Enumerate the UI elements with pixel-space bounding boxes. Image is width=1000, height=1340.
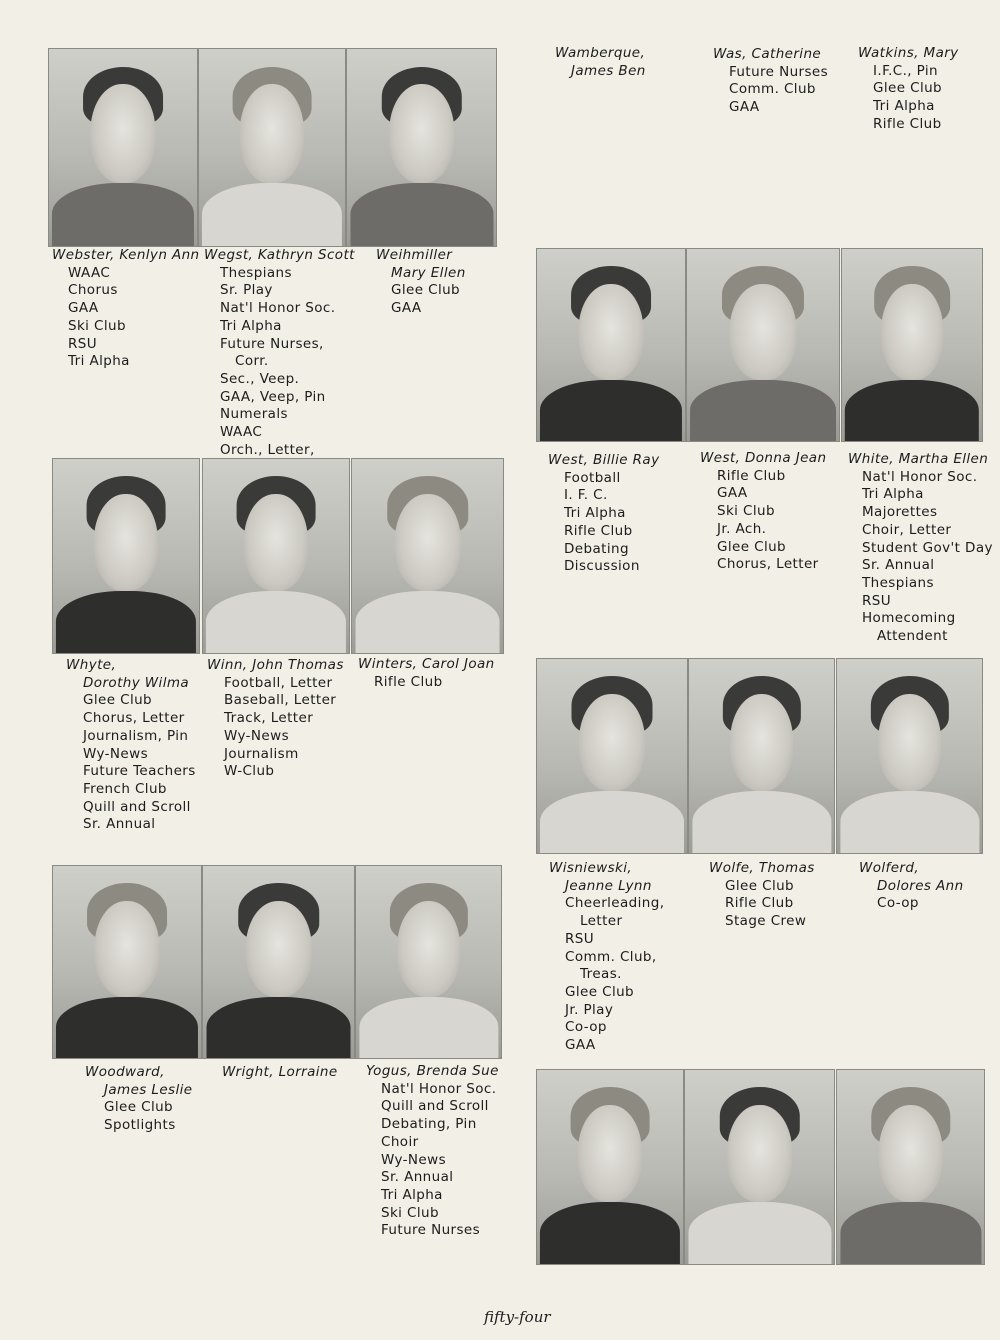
activity-item: Choir, Letter	[862, 521, 952, 538]
activity-item: Sr. Annual	[862, 557, 935, 574]
portrait-photo	[841, 248, 983, 442]
activity-item: Track, Letter	[224, 710, 314, 727]
activity-item: Journalism, Pin	[83, 727, 189, 744]
activity-item: Glee Club	[83, 692, 153, 709]
face-shape	[881, 284, 943, 380]
activity-item: Cheerleading,	[565, 895, 665, 912]
activity-item: Sr. Annual	[381, 1169, 454, 1186]
portrait-photo	[355, 865, 502, 1059]
activity-item: RSU	[565, 930, 595, 947]
student-caption	[222, 1064, 338, 1082]
portrait-photo	[536, 1069, 684, 1265]
face-shape	[90, 84, 155, 183]
activity-item: Rifle Club	[374, 673, 443, 690]
portrait-photo	[52, 865, 202, 1059]
portrait-photo	[684, 1069, 835, 1265]
page-number: fifty-four	[484, 1308, 551, 1326]
portrait-photo	[346, 48, 497, 247]
student-name-continued: James Ben	[571, 62, 646, 79]
activity-item: Jr. Play	[565, 1001, 614, 1018]
activity-item: GAA	[565, 1037, 596, 1054]
activity-item: Thespians	[862, 574, 934, 591]
activity-list	[549, 895, 664, 1054]
student-caption	[66, 657, 196, 834]
sweater-shape	[56, 997, 198, 1059]
activity-list	[548, 470, 659, 576]
activity-item: Sr. Play	[220, 282, 273, 299]
student-caption	[709, 860, 815, 931]
jacket-shape	[56, 591, 196, 654]
activity-item: Spotlights	[104, 1117, 176, 1134]
student-caption	[366, 1063, 499, 1240]
activity-item: Jr. Ach.	[717, 520, 767, 537]
student-name: Webster, Kenlyn Ann	[52, 247, 200, 263]
activity-list	[366, 1081, 499, 1240]
face-shape	[578, 1105, 642, 1202]
activity-item: French Club	[83, 780, 167, 797]
student-caption	[52, 247, 200, 371]
face-shape	[94, 901, 159, 997]
activity-item: Co-op	[565, 1019, 607, 1036]
activity-list	[52, 265, 200, 371]
activity-item: Discussion	[564, 558, 640, 575]
activity-item: Student Gov't Day	[862, 539, 993, 556]
student-name-continued: James Leslie	[104, 1081, 193, 1098]
student-caption	[207, 657, 344, 781]
student-name: Woodward,	[85, 1064, 165, 1080]
activity-item: Choir	[381, 1133, 419, 1150]
activity-item: Glee Club	[104, 1099, 174, 1116]
student-caption	[358, 656, 495, 691]
portrait-photo	[351, 458, 504, 654]
student-name: West, Billie Ray	[548, 452, 660, 468]
activity-list	[85, 1099, 193, 1134]
blouse-shape	[359, 997, 498, 1059]
jacket-shape	[52, 183, 194, 247]
student-name: Whyte,	[66, 657, 117, 673]
activity-item: I. F. C.	[564, 487, 608, 504]
activity-item: Tri Alpha	[564, 505, 626, 522]
activity-item: WAAC	[220, 424, 263, 441]
sweater-shape	[540, 380, 682, 442]
activity-item: Rifle Club	[725, 895, 794, 912]
sweater-shape	[840, 1202, 981, 1265]
activity-item: Journalism	[224, 745, 299, 762]
activity-list	[207, 675, 344, 781]
activity-item: Attendent	[877, 628, 948, 645]
student-caption	[204, 247, 355, 459]
face-shape	[730, 284, 797, 380]
face-shape	[389, 84, 455, 183]
activity-item: Future Nurses	[729, 63, 829, 80]
student-caption	[555, 45, 646, 80]
student-name: Wolferd,	[859, 860, 920, 876]
jacket-shape	[540, 1202, 680, 1265]
student-name: Wamberque,	[555, 45, 646, 61]
student-caption	[713, 46, 828, 117]
portrait-photo	[202, 458, 350, 654]
face-shape	[245, 901, 311, 997]
sweater-shape	[540, 791, 684, 854]
activity-list	[859, 895, 964, 913]
activity-item: Comm. Club	[729, 81, 816, 98]
face-shape	[730, 694, 794, 791]
activity-item: Glee Club	[565, 983, 635, 1000]
student-name: Winn, John Thomas	[207, 657, 344, 673]
student-name: West, Donna Jean	[700, 450, 827, 466]
student-name-continued: Jeanne Lynn	[565, 877, 652, 894]
activity-item: Numerals	[220, 406, 288, 423]
activity-list	[709, 878, 815, 931]
activity-item: Glee Club	[873, 80, 943, 97]
student-name: Watkins, Mary	[858, 45, 959, 61]
activity-item: GAA	[68, 300, 99, 317]
activity-item: RSU	[68, 335, 98, 352]
face-shape	[397, 901, 461, 997]
activity-item: Football	[564, 469, 621, 486]
activity-item: GAA, Veep, Pin	[220, 388, 326, 405]
activity-item: I.F.C., Pin	[873, 62, 939, 79]
sweater-shape	[840, 791, 979, 854]
activity-list	[66, 692, 196, 834]
portrait-photo	[686, 248, 840, 442]
face-shape	[94, 494, 158, 591]
sweater-shape	[350, 183, 493, 247]
activity-item: Thespians	[220, 264, 292, 281]
face-shape	[578, 284, 643, 380]
portrait-photo	[688, 658, 835, 854]
activity-item: Ski Club	[381, 1204, 439, 1221]
activity-item: Orch., Letter,	[220, 441, 315, 458]
activity-item: Football, Letter	[224, 674, 333, 691]
activity-item: Homecoming	[862, 610, 956, 627]
student-name: Wright, Lorraine	[222, 1064, 338, 1080]
activity-item: Chorus, Letter	[83, 710, 185, 727]
student-caption	[700, 450, 826, 574]
activity-item: Quill and Scroll	[381, 1098, 489, 1115]
activity-item: Majorettes	[862, 504, 938, 521]
portrait-photo	[836, 1069, 985, 1265]
activity-list	[713, 64, 828, 117]
student-name: White, Martha Ellen	[848, 451, 989, 467]
student-caption	[376, 247, 466, 318]
student-caption	[549, 860, 664, 1055]
activity-item: Tri Alpha	[381, 1186, 443, 1203]
sweater-shape	[690, 380, 836, 442]
activity-item: Rifle Club	[873, 115, 942, 132]
activity-item: Sr. Annual	[83, 816, 156, 833]
activity-item: Wy-News	[83, 745, 149, 762]
face-shape	[727, 1105, 793, 1202]
activity-item: Chorus	[68, 282, 118, 299]
portrait-photo	[202, 865, 355, 1059]
student-name: Was, Catherine	[713, 46, 822, 62]
activity-list	[204, 265, 355, 460]
activity-item: Rifle Club	[564, 522, 633, 539]
sweater-shape	[355, 591, 500, 654]
activity-item: WAAC	[68, 264, 111, 281]
student-name-continued: Dolores Ann	[877, 877, 964, 894]
student-name: Wolfe, Thomas	[709, 860, 815, 876]
activity-item: Tri Alpha	[862, 486, 924, 503]
student-name: Yogus, Brenda Sue	[366, 1063, 499, 1079]
activity-item: Tri Alpha	[873, 98, 935, 115]
portrait-photo	[536, 658, 688, 854]
activity-item: Corr.	[235, 353, 269, 370]
activity-item: Chorus, Letter	[717, 556, 819, 573]
student-caption	[848, 451, 993, 646]
student-caption	[548, 452, 659, 576]
face-shape	[240, 84, 304, 183]
activity-item: Letter	[580, 913, 623, 930]
activity-item: Wy-News	[381, 1151, 447, 1168]
student-caption	[858, 45, 959, 134]
activity-item: Debating	[564, 540, 629, 557]
student-caption	[85, 1064, 193, 1135]
sweater-shape	[845, 380, 979, 442]
activity-item: Co-op	[877, 895, 919, 912]
activity-item: Nat'l Honor Soc.	[220, 300, 336, 317]
student-name: Weihmiller	[376, 247, 453, 263]
activity-item: Nat'l Honor Soc.	[862, 468, 978, 485]
activity-item: Wy-News	[224, 727, 290, 744]
activity-item: Tri Alpha	[220, 317, 282, 334]
activity-item: Treas.	[580, 966, 622, 983]
student-caption	[859, 860, 964, 913]
portrait-photo	[48, 48, 198, 247]
jacket-shape	[206, 997, 351, 1059]
activity-item: Glee Club	[725, 877, 795, 894]
face-shape	[878, 1105, 943, 1202]
activity-item: Sec., Veep.	[220, 370, 300, 387]
sweater-shape	[206, 591, 346, 654]
jacket-shape	[692, 791, 831, 854]
activity-item: Glee Club	[717, 538, 787, 555]
portrait-photo	[52, 458, 200, 654]
portrait-photo	[198, 48, 346, 247]
activity-item: Future Nurses	[381, 1222, 481, 1239]
face-shape	[878, 694, 942, 791]
face-shape	[394, 494, 460, 591]
activity-item: RSU	[862, 592, 892, 609]
student-name: Winters, Carol Joan	[358, 656, 495, 672]
activity-list	[858, 63, 959, 134]
activity-item: W-Club	[224, 763, 275, 780]
activity-item: Ski Club	[68, 317, 126, 334]
sweater-shape	[688, 1202, 831, 1265]
activity-item: Baseball, Letter	[224, 692, 337, 709]
activity-item: Stage Crew	[725, 913, 807, 930]
activity-item: GAA	[717, 485, 748, 502]
student-name-continued: Dorothy Wilma	[83, 674, 190, 691]
activity-list	[700, 468, 826, 574]
student-name: Wisniewski,	[549, 860, 633, 876]
activity-item: Rifle Club	[717, 467, 786, 484]
student-name-continued: Mary Ellen	[391, 264, 466, 281]
activity-item: Comm. Club,	[565, 948, 657, 965]
activity-item: Ski Club	[717, 503, 775, 520]
activity-item: Glee Club	[391, 282, 461, 299]
activity-item: Tri Alpha	[68, 353, 130, 370]
sweater-shape	[202, 183, 342, 247]
face-shape	[244, 494, 308, 591]
activity-list	[376, 282, 466, 317]
activity-item: GAA	[729, 99, 760, 116]
portrait-photo	[836, 658, 983, 854]
face-shape	[579, 694, 645, 791]
activity-item: Debating, Pin	[381, 1116, 477, 1133]
activity-item: Future Teachers	[83, 763, 196, 780]
activity-list	[358, 674, 495, 692]
activity-list	[848, 469, 993, 646]
student-name: Wegst, Kathryn Scott	[204, 247, 355, 263]
activity-item: GAA	[391, 300, 422, 317]
activity-item: Future Nurses,	[220, 335, 324, 352]
activity-item: Nat'l Honor Soc.	[381, 1080, 497, 1097]
portrait-photo	[536, 248, 686, 442]
activity-item: Quill and Scroll	[83, 798, 191, 815]
